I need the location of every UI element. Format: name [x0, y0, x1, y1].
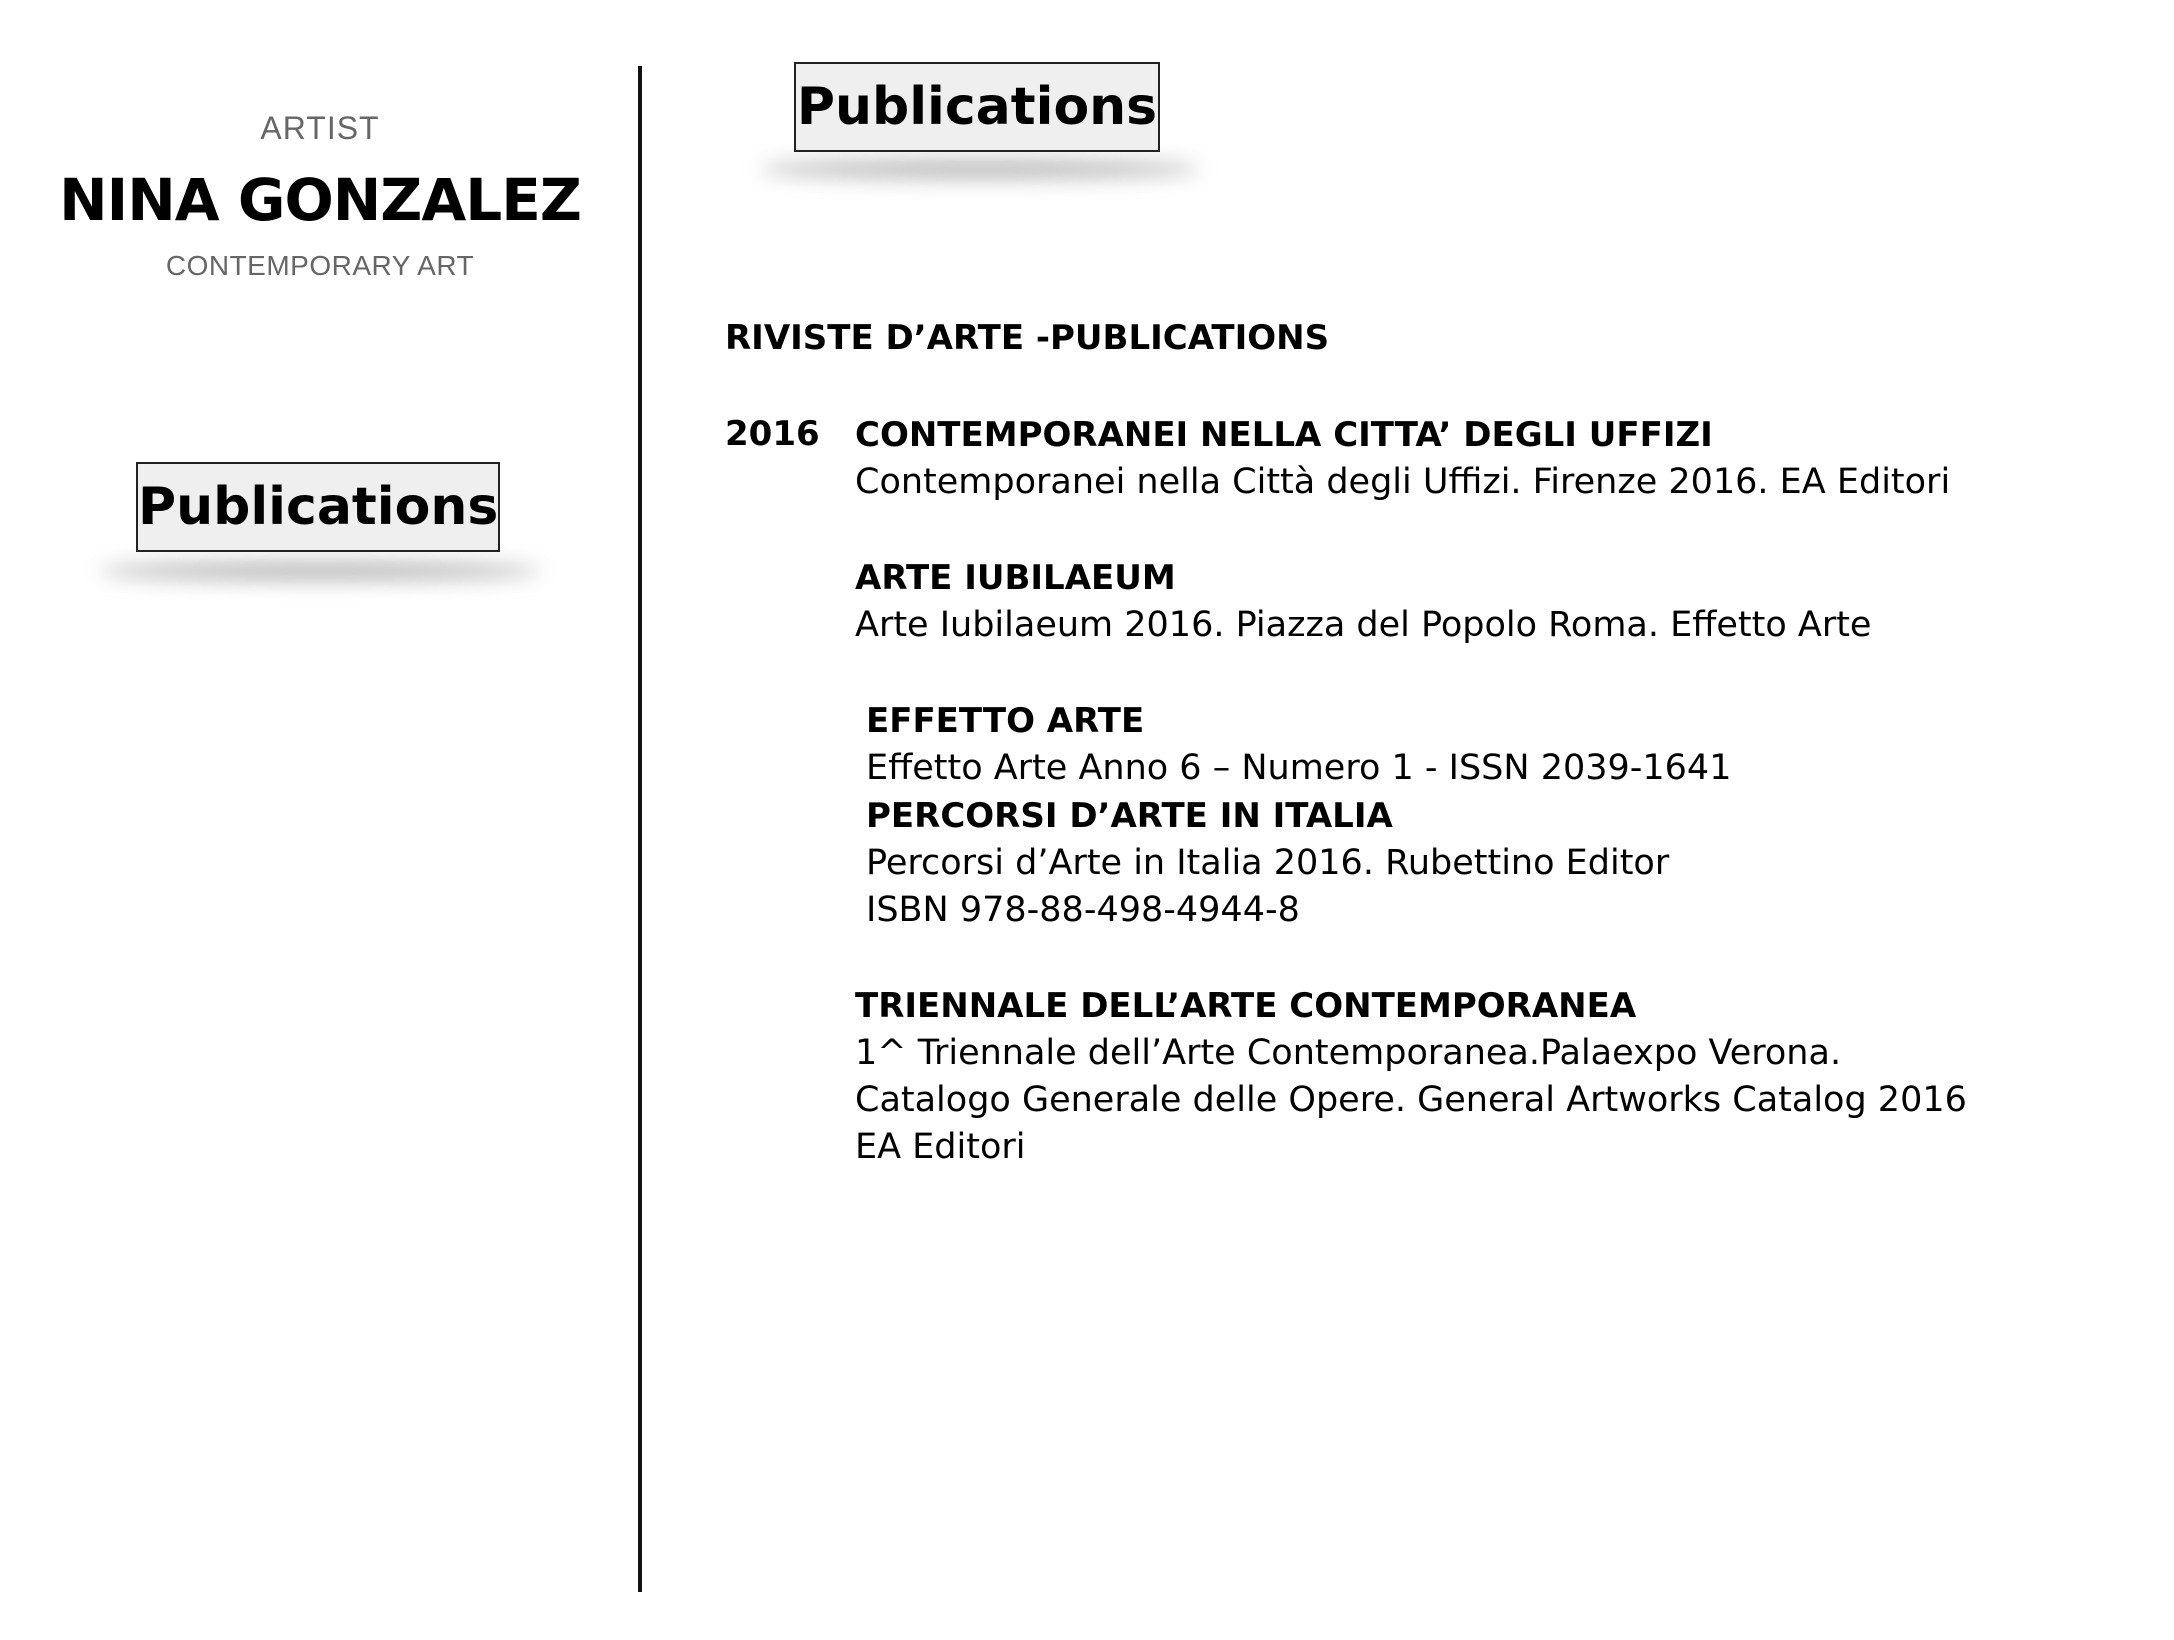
publication-title: EFFETTO ARTE [866, 701, 1145, 741]
section-title: RIVISTE D’ARTE -PUBLICATIONS [725, 318, 1330, 358]
publication-title: TRIENNALE DELL’ARTE CONTEMPORANEA [855, 986, 1637, 1026]
publication-detail: Percorsi d’Arte in Italia 2016. Rubettino Editor [866, 843, 1670, 883]
publication-detail: 1^ Triennale dell’Arte Contemporanea.Palaexpo Verona. [855, 1033, 1842, 1073]
publication-entry [866, 698, 1731, 792]
vertical-divider [638, 66, 642, 1592]
publication-title: PERCORSI D’ARTE IN ITALIA [866, 796, 1393, 836]
publication-detail: EA Editori [855, 1127, 1026, 1167]
publication-detail: Effetto Arte Anno 6 – Numero 1 - ISSN 2039-1641 [866, 748, 1732, 788]
year-label: 2016 [725, 414, 820, 454]
publication-entry [855, 412, 1950, 506]
publication-entry [855, 555, 1871, 649]
artist-name: NINA GONZALEZ [59, 166, 581, 234]
publication-title: ARTE IUBILAEUM [855, 558, 1176, 598]
publication-detail: ISBN 978-88-498-4944-8 [866, 890, 1300, 930]
page-title: Publications [794, 62, 1160, 152]
artist-role-label: ARTIST [260, 110, 380, 146]
publication-title: CONTEMPORANEI NELLA CITTA’ DEGLI UFFIZI [855, 415, 1713, 455]
publication-detail: Contemporanei nella Città degli Uffizi. Firenze 2016. EA Editori [855, 462, 1951, 502]
publication-detail: Catalogo Generale delle Opere. General Artworks Catalog 2016 [855, 1080, 1967, 1120]
page-title-shadow [760, 160, 1200, 178]
sidebar-label-shadow [100, 562, 540, 580]
sidebar-publications-label: Publications [136, 462, 500, 552]
publication-entry [866, 793, 1669, 934]
sidebar [0, 0, 640, 1640]
artist-subtitle: CONTEMPORARY ART [165, 250, 475, 281]
publication-detail: Arte Iubilaeum 2016. Piazza del Popolo Roma. Effetto Arte [855, 605, 1872, 645]
publication-entry [855, 983, 1967, 1171]
